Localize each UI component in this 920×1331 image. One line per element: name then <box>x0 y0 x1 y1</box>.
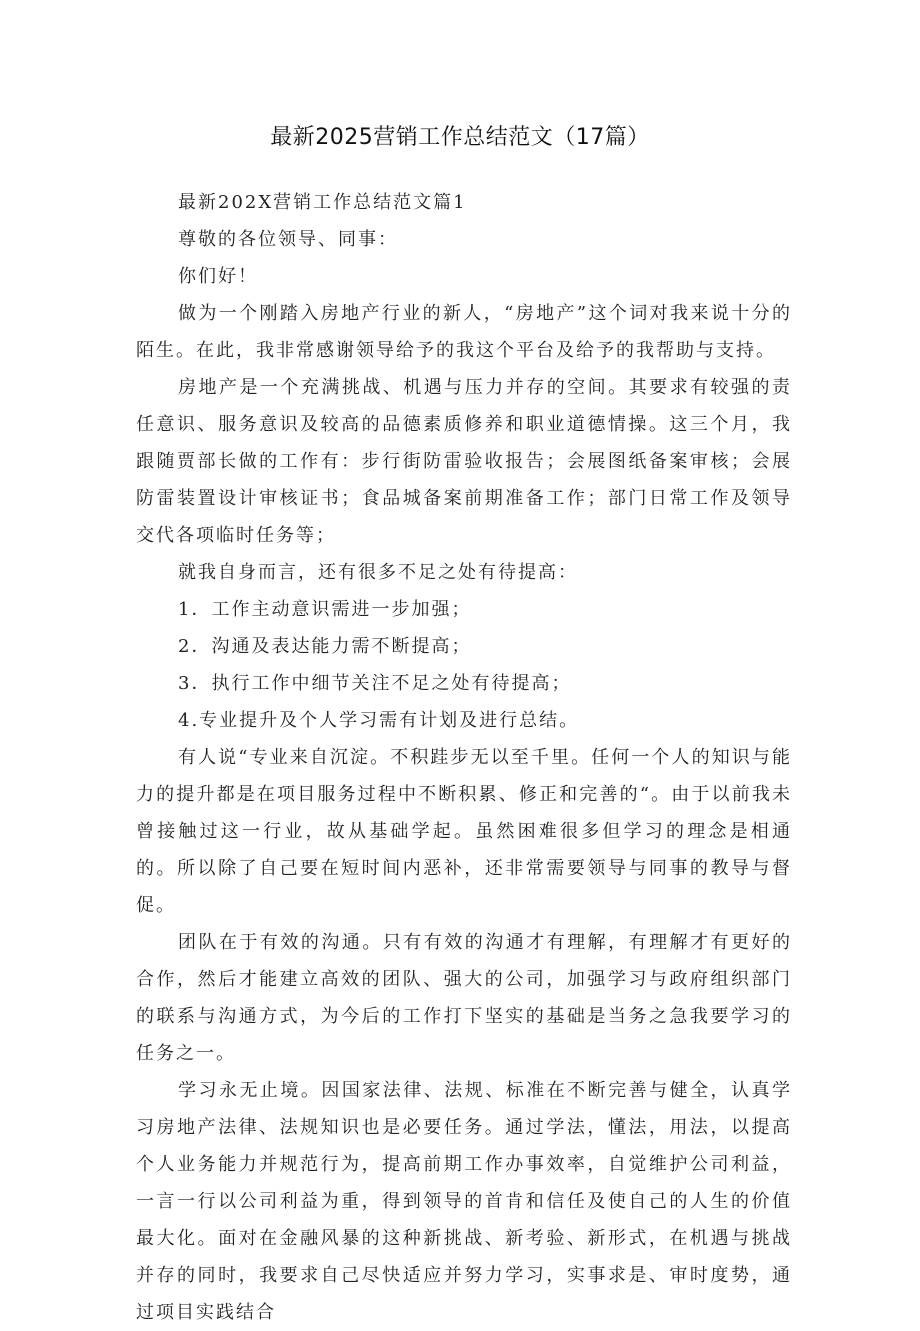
salutation: 尊敬的各位领导、同事： <box>178 229 398 250</box>
list-item: 4.专业提升及个人学习需有计划及进行总结。 <box>178 710 580 731</box>
document-title: 最新2025营销工作总结范文（17篇） <box>270 125 650 150</box>
list-item: 1．工作主动意识需进一步加强； <box>178 599 472 620</box>
paragraph: 就我自身而言，还有很多不足之处有待提高： <box>178 562 578 583</box>
paragraph: 有人说“专业来自沉淀。不积跬步无以至千里。任何一个人的知识与能力的提升都是在项目服务过程中不断积累、修正和完善的“。由于以前我未曾接触过这一行业，故从基础学起。虽然困难很多但学习的理念是相通的。所以除了自己要在短时间内恶补，还非常需要领导与同事的教导与督促。 <box>136 747 792 916</box>
document-body <box>136 184 792 1331</box>
greeting: 你们好！ <box>178 266 258 287</box>
paragraph: 团队在于有效的沟通。只有有效的沟通才有理解，有理解才有更好的合作，然后才能建立高效的团队、强大的公司，加强学习与政府组织部门的联系与沟通方式，为今后的工作打下坚实的基础是当务之急我要学习的任务之一。 <box>136 932 792 1064</box>
paragraph: 学习永无止境。因国家法律、法规、标准在不断完善与健全，认真学习房地产法律、法规知识也是必要任务。通过学法，懂法，用法，以提高个人业务能力并规范行为，提高前期工作办事效率，自觉维护公司利益，一言一行以公司利益为重，得到领导的首肯和信任及使自己的人生的价值最大化。面对在金融风暴的这种新挑战、新考验、新形式，在机遇与挑战并存的同时，我要求自己尽快适应并努力学习，实事求是、审时度势，通过项目实践结合 <box>136 1080 792 1323</box>
paragraph: 做为一个刚踏入房地产行业的新人，“房地产”这个词对我来说十分的陌生。在此，我非常感谢领导给予的我这个平台及给予的我帮助与支持。 <box>136 303 792 361</box>
list-item: 2．沟通及表达能力需不断提高； <box>178 636 472 657</box>
list-item: 3．执行工作中细节关注不足之处有待提高； <box>178 673 572 694</box>
paragraph: 房地产是一个充满挑战、机遇与压力并存的空间。其要求有较强的责任意识、服务意识及较高的品德素质修养和职业道德情操。这三个月，我跟随贾部长做的工作有：步行街防雷验收报告；会展图纸备案审核；会展防雷装置设计审核证书；食品城备案前期准备工作；部门日常工作及领导交代各项临时任务等； <box>136 377 792 546</box>
section-heading: 最新202X营销工作总结范文篇1 <box>178 192 467 213</box>
